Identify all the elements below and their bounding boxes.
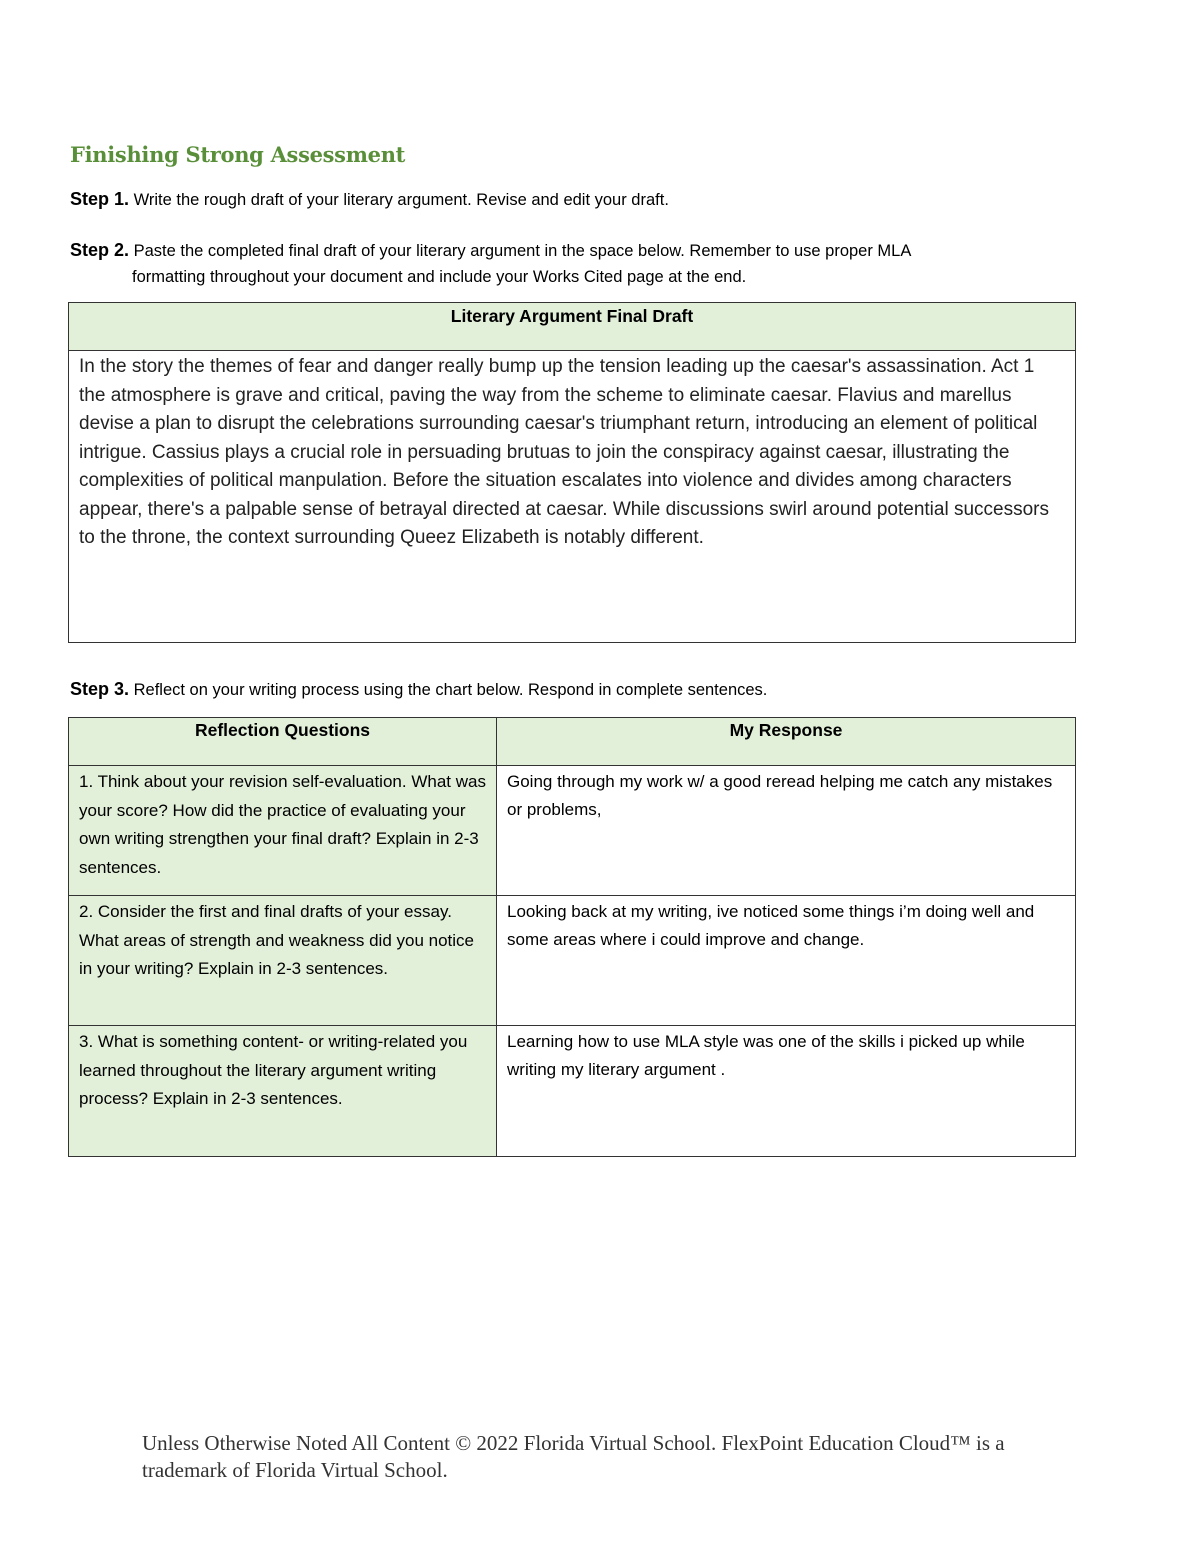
final-draft-table [68,302,1076,643]
step-2-text-line2: formatting throughout your document and include your Works Cited page at the end. [132,268,747,286]
step-3-text: Reflect on your writing process using the chart below. Respond in complete sentences. [133,681,768,699]
step-2-text-line1: Paste the completed final draft of your literary argument in the space below. Remember to use proper MLA [133,242,912,260]
copyright-footer: Unless Otherwise Noted All Content © 2022 Florida Virtual School. FlexPoint Education Cloud™ is a trademark of Florida Virtual School. [142,1431,1005,1482]
step-1-label: Step 1. [70,189,130,209]
reflection-response-2[interactable]: Looking back at my writing, ive noticed some things i’m doing well and some areas where i could improve and change. [497,896,1076,1026]
reflection-response-1[interactable]: Going through my work w/ a good reread helping me catch any mistakes or problems, [497,766,1076,896]
final-draft-header: Literary Argument Final Draft [69,303,1076,351]
step-2 [70,237,1080,290]
table-row [69,766,1076,896]
step-3-label: Step 3. [70,679,130,699]
step-2-label: Step 2. [70,240,130,260]
step-1 [70,186,669,213]
step-3 [70,676,767,703]
reflection-question-1: 1. Think about your revision self-evaluation. What was your score? How did the practice of evaluating your own writing strengthen your final draft? Explain in 2-3 sentences. [69,766,497,896]
page-title: Finishing Strong Assessment [70,142,406,167]
my-response-header: My Response [497,718,1076,766]
reflection-question-2: 2. Consider the first and final drafts of your essay. What areas of strength and weakness did you notice in your writing? Explain in 2-3 sentences. [69,896,497,1026]
table-row [69,1026,1076,1157]
reflection-table [68,717,1076,1157]
reflection-questions-header: Reflection Questions [69,718,497,766]
final-draft-body[interactable]: In the story the themes of fear and danger really bump up the tension leading up the caesar's assassination. Act 1 the atmosphere is grave and critical, paving the way from the scheme to eliminate caesar. Flavius and marellus devise a plan to disrupt the celebrations surrounding caesar's triumphant return, introducing an element of political intrigue. Cassius plays a crucial role in persuading brutuas to join the conspiracy against caesar, illustrating the complexities of political manpulation. Before the situation escalates into violence and divides among characters appear, there's a palpable sense of betrayal directed at caesar. While discussions swirl around potential successors to the throne, the context surrounding Queez Elizabeth is notably different. [69,351,1076,643]
reflection-question-3: 3. What is something content- or writing-related you learned throughout the literary argument writing process? Explain in 2-3 sentences. [69,1026,497,1157]
table-row [69,896,1076,1026]
step-1-text: Write the rough draft of your literary argument. Revise and edit your draft. [133,191,669,209]
reflection-response-3[interactable]: Learning how to use MLA style was one of the skills i picked up while writing my literary argument . [497,1026,1076,1157]
